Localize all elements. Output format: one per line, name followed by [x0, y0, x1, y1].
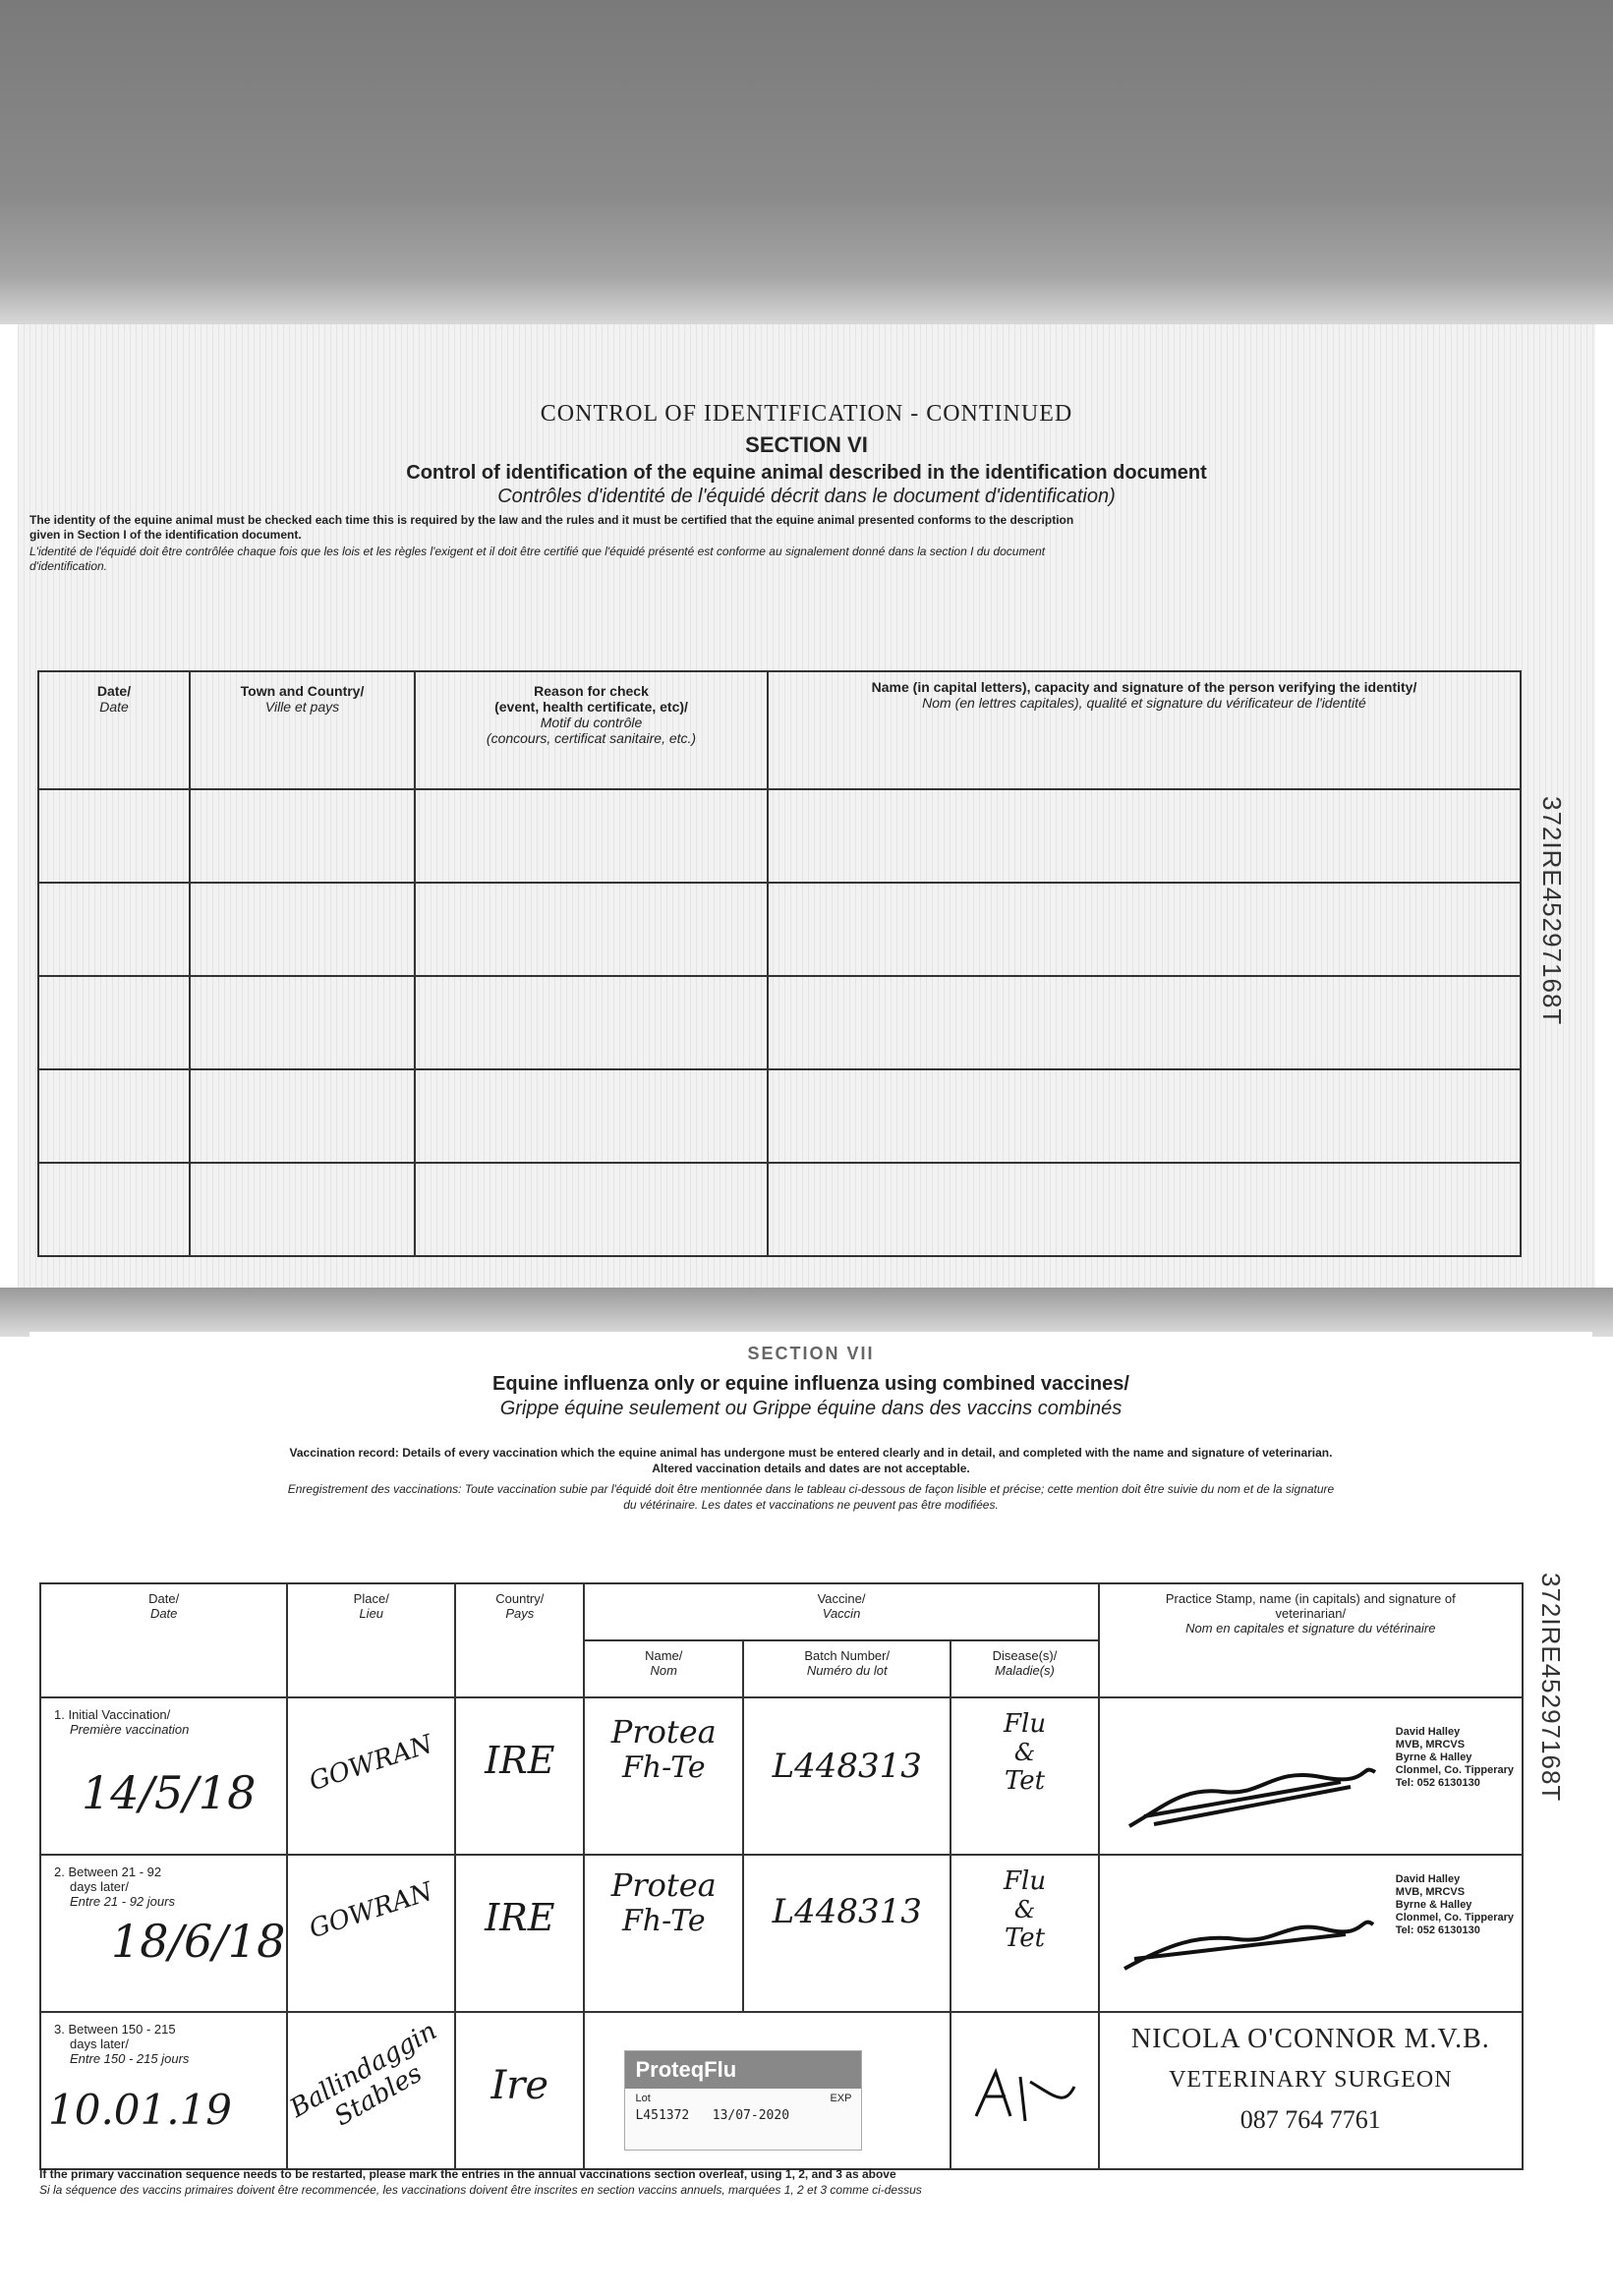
row1-date: 14/5/18 [82, 1766, 257, 1819]
sticker-lot: L451372 [635, 2108, 690, 2123]
vcol-name-en: Name/ [645, 1648, 683, 1663]
sticker-lot-label: Lot [635, 2093, 651, 2104]
col-reason-en2: (event, health certificate, etc)/ [494, 699, 688, 715]
row2-date: 18/6/18 [111, 1915, 286, 1968]
section7-heading-fr: Grippe équine seulement ou Grippe équine dans des vaccins combinés [499, 1398, 1123, 1419]
row2-name-2: Fh-Te [621, 1904, 706, 1938]
section7-side-id: 372IRE45297168T [1536, 1573, 1566, 1803]
row1-batch-cell [743, 1697, 951, 1855]
col-name-en: Name (in capital letters), capacity and signature of the person verifying the identity/ [871, 679, 1417, 695]
row2-stamp-line: David Halley [1395, 1873, 1461, 1885]
table-row [38, 1069, 1521, 1163]
row3-label-fr: Entre 150 - 215 jours [70, 2051, 190, 2066]
row2-date-cell [40, 1855, 287, 2012]
vcol-stamp-en-2: veterinarian/ [1275, 1606, 1347, 1621]
vaccination-record-en-2: Altered vaccination details and dates are not acceptable. [652, 1462, 970, 1475]
vcol-name [584, 1640, 743, 1697]
row1-name-2: Fh-Te [621, 1751, 706, 1785]
row3-stamp-cell [1099, 2012, 1523, 2169]
row1-place: GOWRAN [306, 1729, 437, 1798]
table-row [38, 1163, 1521, 1256]
row2-stamp-line: Clonmel, Co. Tipperary [1395, 1912, 1514, 1923]
row3-label-en2: days later/ [70, 2037, 129, 2051]
row1-label-en: 1. Initial Vaccination/ [54, 1707, 171, 1722]
section6-intro-en-1: The identity of the equine animal must be checked each time this is required by the law and the rules and it must be certified that the equine animal presented conforms to the description [29, 513, 1074, 527]
row2-place-cell [287, 1855, 455, 2012]
col-date [38, 671, 190, 789]
row2-stamp-line: Tel: 052 6130130 [1395, 1924, 1480, 1936]
scan-dark-top-area [0, 0, 1613, 324]
col-reason-fr: Motif du contrôle [540, 715, 643, 730]
table-row [38, 789, 1521, 883]
section7-page [29, 1332, 1592, 2280]
col-town-en: Town and Country/ [240, 683, 365, 699]
section6-intro-fr-1: L'identité de l'équidé doit être contrôlée chaque fois que les lois et les règles l'exigent et il doit être certifié que l'équidé présenté est conforme au signalement donné dans la section I du document [29, 545, 1046, 558]
vcol-stamp-fr: Nom en capitales et signature du vétérinaire [1185, 1621, 1436, 1636]
vcol-place-fr: Lieu [359, 1606, 384, 1621]
table-row [40, 1855, 1523, 2012]
row2-stamp-line: MVB, MRCVS [1395, 1886, 1466, 1898]
table-row [38, 883, 1521, 976]
row1-practice-stamp [1396, 1726, 1514, 1790]
row2-disease-cell [951, 1855, 1098, 2012]
footer-note-fr: Si la séquence des vaccins primaires doivent être recommencée, les vaccinations doivent être inscrites en section vaccins annuels, marquées 1, 2 et 3 comme ci-dessus [39, 2183, 922, 2197]
col-town-fr: Ville et pays [264, 699, 340, 715]
row1-disease-3: Tet [1004, 1766, 1046, 1796]
vcol-vaccine-en: Vaccine/ [817, 1591, 866, 1606]
col-reason-en: Reason for check [534, 683, 649, 699]
vaccination-record-fr [29, 1481, 1592, 1513]
row1-country-cell [455, 1697, 584, 1855]
row3-place: Ballindaggin Stables [285, 2016, 442, 2133]
sticker-exp: 13/07-2020 [712, 2108, 790, 2123]
row1-date-cell [40, 1697, 287, 1855]
row3-country: Ire [490, 2063, 549, 2108]
row1-stamp-line: MVB, MRCVS [1395, 1739, 1466, 1751]
vcol-country-fr: Pays [505, 1606, 535, 1621]
col-reason [415, 671, 768, 789]
vaccination-record-en [29, 1445, 1592, 1476]
row1-disease-1: Flu [1003, 1709, 1047, 1739]
vcol-country [455, 1583, 584, 1697]
row1-name-cell [584, 1697, 743, 1855]
vcol-batch-fr: Numéro du lot [806, 1663, 888, 1678]
row3-date: 10.01.19 [48, 2086, 233, 2134]
vcol-name-fr: Nom [650, 1663, 677, 1678]
row2-practice-stamp [1396, 1873, 1514, 1937]
vcol-disease [951, 1640, 1098, 1697]
row1-batch: L448313 [772, 1747, 922, 1786]
row1-stamp-line: David Halley [1395, 1726, 1461, 1738]
sticker-exp-label: EXP [830, 2093, 852, 2104]
vcol-vaccine-fr: Vaccin [822, 1606, 861, 1621]
vcol-vaccine [584, 1583, 1098, 1640]
vcol-disease-fr: Maladie(s) [995, 1663, 1055, 1678]
row2-disease-3: Tet [1004, 1923, 1046, 1953]
identification-check-table [37, 670, 1522, 1257]
section6-heading-fr: Contrôles d'identité de l'équidé décrit dans le document d'identification) [497, 486, 1116, 507]
vet-stamp-phone: 087 764 7761 [1239, 2105, 1381, 2134]
col-name [768, 671, 1521, 789]
sticker-values [625, 2108, 861, 2123]
table-row [40, 2012, 1523, 2169]
section6-intro-en-2: given in Section I of the identification document. [29, 528, 302, 542]
row3-place-cell [287, 2012, 455, 2169]
row1-label-fr: Première vaccination [70, 1722, 190, 1737]
vcol-batch [743, 1640, 951, 1697]
vcol-date [40, 1583, 287, 1697]
row2-disease-2: & [1013, 1896, 1036, 1923]
section7-title: SECTION VII [747, 1344, 875, 1363]
row2-label-fr: Entre 21 - 92 jours [70, 1894, 175, 1909]
row1-signature [1124, 1757, 1380, 1836]
vcol-disease-en: Disease(s)/ [992, 1648, 1058, 1663]
vcol-country-en: Country/ [495, 1591, 545, 1606]
vcol-date-fr: Date [149, 1606, 178, 1621]
vcol-stamp-en-1: Practice Stamp, name (in capitals) and signature of [1165, 1591, 1456, 1606]
row1-disease-2: & [1013, 1739, 1036, 1766]
table-row [40, 1697, 1523, 1855]
row1-stamp-line: Clonmel, Co. Tipperary [1395, 1764, 1514, 1776]
vaccination-record-fr-2: du vétérinaire. Les dates et vaccinations ne peuvent pas être modifiées. [623, 1498, 999, 1512]
section6-side-id: 372IRE45297168T [1537, 796, 1567, 1026]
col-date-en: Date/ [96, 683, 132, 699]
vcol-place-en: Place/ [353, 1591, 389, 1606]
vaccination-record-fr-1: Enregistrement des vaccinations: Toute vaccination subie par l'équidé doit être mentionnée dans le tableau ci-dessous de façon lisible et précise; cette mention doit être suivie du nom et de la signature [287, 1482, 1335, 1496]
row2-name-1: Protea [610, 1866, 717, 1904]
vaccination-record-en-1: Vaccination record: Details of every vaccination which the equine animal has undergone must be entered clearly and in detail, and completed with the name and signature of veterinarian. [289, 1446, 1333, 1460]
sticker-brand: ProteqFlu [625, 2051, 861, 2089]
row1-disease-cell [951, 1697, 1098, 1855]
row3-disease-cell [951, 2012, 1098, 2169]
row2-stamp-line: Byrne & Halley [1395, 1899, 1472, 1911]
sticker-labels [625, 2089, 861, 2108]
row1-country: IRE [485, 1739, 555, 1782]
row2-country: IRE [485, 1896, 555, 1939]
vaccine-sticker [624, 2050, 862, 2151]
section6-header: CONTROL OF IDENTIFICATION - CONTINUED [540, 401, 1073, 427]
section6-page [18, 324, 1595, 1307]
row2-label-en2: days later/ [70, 1879, 129, 1894]
vet-stamp-name: NICOLA O'CONNOR M.V.B. [1130, 2024, 1490, 2054]
col-name-fr: Nom (en lettres capitales), qualité et signature du vérificateur de l'identité [922, 695, 1366, 711]
vaccination-table [39, 1582, 1524, 2170]
row1-stamp-line: Byrne & Halley [1395, 1751, 1472, 1763]
row2-signature [1120, 1905, 1375, 1983]
section6-intro-fr [29, 545, 1583, 574]
row1-stamp-cell [1099, 1697, 1523, 1855]
col-reason-fr2: (concours, certificat sanitaire, etc.) [486, 730, 697, 746]
scan-fold-band [0, 1288, 1613, 1337]
table-row [38, 976, 1521, 1069]
vcol-batch-en: Batch Number/ [804, 1648, 891, 1663]
section6-intro-fr-2: d'identification. [29, 559, 108, 573]
row3-initials [966, 2057, 1084, 2136]
row3-vaccine-sticker-cell [584, 2012, 951, 2169]
section6-heading-en: Control of identification of the equine animal described in the identification document [406, 462, 1207, 484]
row2-name-cell [584, 1855, 743, 2012]
row1-name-1: Protea [610, 1713, 717, 1751]
row2-country-cell [455, 1855, 584, 2012]
col-date-fr: Date [99, 699, 129, 715]
vcol-place [287, 1583, 455, 1697]
vcol-stamp [1099, 1583, 1523, 1697]
row2-stamp-cell [1099, 1855, 1523, 2012]
col-town [190, 671, 415, 789]
row1-stamp-line: Tel: 052 6130130 [1395, 1777, 1480, 1789]
row2-disease-1: Flu [1003, 1866, 1047, 1896]
row2-batch: L448313 [772, 1892, 922, 1931]
vcol-date-en: Date/ [148, 1591, 180, 1606]
row3-country-cell [455, 2012, 584, 2169]
row3-date-cell [40, 2012, 287, 2169]
section6-intro-en [29, 513, 1583, 543]
section6-title: SECTION VI [745, 432, 868, 457]
row2-place: GOWRAN [306, 1876, 437, 1945]
footer-note-en: If the primary vaccination sequence needs to be restarted, please mark the entries in the annual vaccinations section overleaf, using 1, 2, and 3 as above [39, 2167, 896, 2181]
row3-label-en: 3. Between 150 - 215 [54, 2022, 176, 2037]
row1-place-cell [287, 1697, 455, 1855]
section7-heading-en: Equine influenza only or equine influenza using combined vaccines/ [492, 1373, 1129, 1395]
row2-batch-cell [743, 1855, 951, 2012]
vet-stamp-title: VETERINARY SURGEON [1169, 2067, 1453, 2093]
row2-label-en: 2. Between 21 - 92 [54, 1865, 162, 1879]
